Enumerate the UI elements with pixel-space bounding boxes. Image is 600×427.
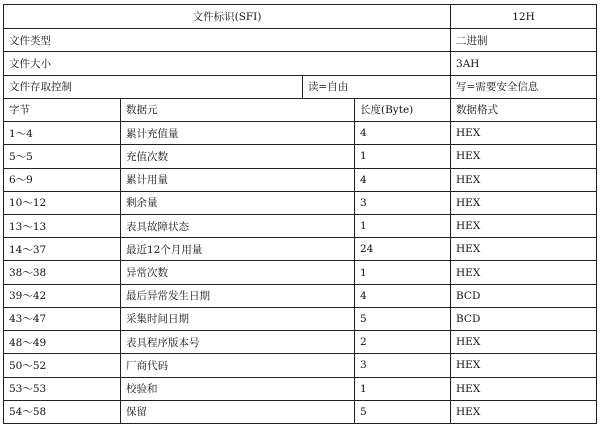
file-type-row bbox=[4, 29, 597, 52]
byte-range-cell: 6～9 bbox=[4, 168, 121, 191]
table-row bbox=[4, 238, 597, 261]
file-size-row bbox=[4, 52, 597, 75]
data-format-cell: HEX bbox=[451, 168, 597, 191]
sfi-label: 文件标识(SFI) bbox=[4, 5, 451, 29]
data-element-cell: 剩余量 bbox=[121, 191, 355, 214]
access-control-label: 文件存取控制 bbox=[4, 75, 303, 98]
byte-range-cell: 43～47 bbox=[4, 307, 121, 330]
data-element-cell: 表具程序版本号 bbox=[121, 331, 355, 354]
file-size-label: 文件大小 bbox=[4, 52, 451, 75]
data-format-cell: HEX bbox=[451, 122, 597, 145]
data-element-cell: 累计充值量 bbox=[121, 122, 355, 145]
file-type-label: 文件类型 bbox=[4, 29, 451, 52]
table-row bbox=[4, 145, 597, 168]
write-access-value: 写=需要安全信息 bbox=[451, 75, 597, 98]
length-cell: 4 bbox=[355, 168, 451, 191]
access-control-row bbox=[4, 75, 597, 98]
table-row bbox=[4, 214, 597, 237]
byte-range-cell: 1～4 bbox=[4, 122, 121, 145]
data-element-cell: 异常次数 bbox=[121, 261, 355, 284]
byte-range-cell: 38～38 bbox=[4, 261, 121, 284]
data-format-cell: HEX bbox=[451, 400, 597, 423]
data-format-cell: HEX bbox=[451, 261, 597, 284]
byte-range-cell: 48～49 bbox=[4, 331, 121, 354]
table-row bbox=[4, 331, 597, 354]
length-cell: 2 bbox=[355, 331, 451, 354]
data-element-cell: 充值次数 bbox=[121, 145, 355, 168]
data-format-cell: HEX bbox=[451, 238, 597, 261]
data-format-cell: HEX bbox=[451, 331, 597, 354]
data-element-cell: 最后异常发生日期 bbox=[121, 284, 355, 307]
byte-range-cell: 54～58 bbox=[4, 400, 121, 423]
length-cell: 4 bbox=[355, 122, 451, 145]
data-format-cell: HEX bbox=[451, 191, 597, 214]
data-element-cell: 采集时间日期 bbox=[121, 307, 355, 330]
data-format-cell: HEX bbox=[451, 214, 597, 237]
length-cell: 4 bbox=[355, 284, 451, 307]
byte-range-cell: 10～12 bbox=[4, 191, 121, 214]
column-header-bytes: 字节 bbox=[4, 98, 121, 121]
table-row bbox=[4, 261, 597, 284]
table-row bbox=[4, 284, 597, 307]
table-row bbox=[4, 354, 597, 377]
column-header-length: 长度(Byte) bbox=[355, 98, 451, 121]
table-row bbox=[4, 191, 597, 214]
data-format-cell: HEX bbox=[451, 145, 597, 168]
sfi-value: 12H bbox=[451, 5, 597, 29]
table-row bbox=[4, 168, 597, 191]
data-format-cell: HEX bbox=[451, 377, 597, 400]
byte-range-cell: 13～13 bbox=[4, 214, 121, 237]
column-header-element: 数据元 bbox=[121, 98, 355, 121]
length-cell: 5 bbox=[355, 307, 451, 330]
data-element-cell: 厂商代码 bbox=[121, 354, 355, 377]
length-cell: 1 bbox=[355, 145, 451, 168]
data-element-cell: 累计用量 bbox=[121, 168, 355, 191]
data-format-cell: BCD bbox=[451, 307, 597, 330]
byte-range-cell: 5～5 bbox=[4, 145, 121, 168]
table-row bbox=[4, 307, 597, 330]
data-element-cell: 校验和 bbox=[121, 377, 355, 400]
file-type-value: 二进制 bbox=[451, 29, 597, 52]
table-row bbox=[4, 400, 597, 423]
column-header-format: 数据格式 bbox=[451, 98, 597, 121]
byte-range-cell: 39～42 bbox=[4, 284, 121, 307]
data-element-cell: 保留 bbox=[121, 400, 355, 423]
byte-range-cell: 14～37 bbox=[4, 238, 121, 261]
sfi-row bbox=[4, 5, 597, 29]
length-cell: 1 bbox=[355, 261, 451, 284]
data-element-cell: 表具故障状态 bbox=[121, 214, 355, 237]
read-access-value: 读=自由 bbox=[303, 75, 451, 98]
length-cell: 3 bbox=[355, 191, 451, 214]
file-size-value: 3AH bbox=[451, 52, 597, 75]
byte-range-cell: 50～52 bbox=[4, 354, 121, 377]
length-cell: 5 bbox=[355, 400, 451, 423]
column-header-row bbox=[4, 98, 597, 121]
data-element-cell: 最近12个月用量 bbox=[121, 238, 355, 261]
length-cell: 24 bbox=[355, 238, 451, 261]
length-cell: 1 bbox=[355, 214, 451, 237]
data-format-cell: HEX bbox=[451, 354, 597, 377]
sfi-file-table bbox=[3, 4, 597, 424]
table-row bbox=[4, 377, 597, 400]
table-row bbox=[4, 122, 597, 145]
data-format-cell: BCD bbox=[451, 284, 597, 307]
length-cell: 3 bbox=[355, 354, 451, 377]
length-cell: 1 bbox=[355, 377, 451, 400]
byte-range-cell: 53～53 bbox=[4, 377, 121, 400]
